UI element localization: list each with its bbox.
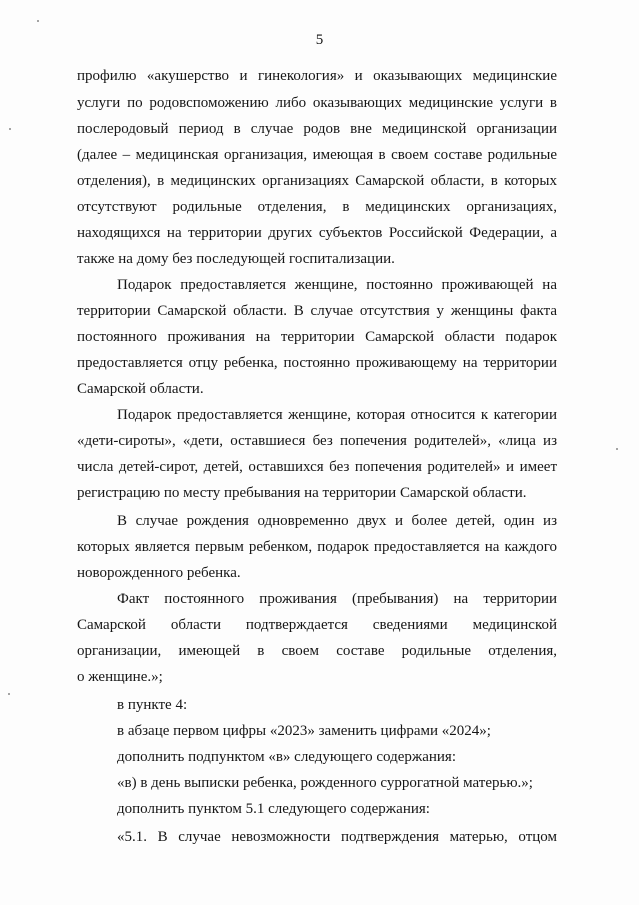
text-line: о женщине.»; — [77, 669, 163, 685]
page-number: 5 — [315, 32, 324, 48]
text-line: дополнить пунктом 5.1 следующего содержания: — [117, 801, 430, 817]
scan-speck — [616, 448, 618, 450]
text-line: числа детей-сирот, детей, оставшихся без попечения родителей» и имеет — [77, 459, 557, 475]
text-line: постоянного проживания на территории Самарской области подарок — [77, 329, 557, 345]
text-line: новорожденного ребенка. — [77, 565, 241, 581]
text-line: в пункте 4: — [117, 697, 188, 713]
text-line: организации, имеющей в своем составе родильные отделения, — [77, 643, 557, 659]
text-line: «5.1. В случае невозможности подтверждения матерью, отцом — [117, 829, 557, 845]
text-line: Подарок предоставляется женщине, постоянно проживающей на — [117, 277, 557, 293]
text-line: Самарской области подтверждается сведениями медицинской — [77, 617, 557, 633]
text-line: В случае рождения одновременно двух и более детей, один из — [117, 513, 557, 529]
scan-speck — [37, 20, 39, 22]
text-line: регистрацию по месту пребывания на территории Самарской области. — [77, 485, 527, 501]
text-line: «дети-сироты», «дети, оставшиеся без попечения родителей», «лица из — [77, 433, 557, 449]
scan-speck — [9, 128, 11, 130]
text-line: «в) в день выписки ребенка, рожденного суррогатной матерью.»; — [117, 775, 533, 791]
text-line: профилю «акушерство и гинекология» и оказывающих медицинские — [77, 68, 557, 84]
scan-speck — [8, 693, 10, 695]
text-line: находящихся на территории других субъектов Российской Федерации, а — [77, 225, 557, 241]
text-line: которых является первым ребенком, подарок предоставляется на каждого — [77, 539, 557, 555]
text-line: Факт постоянного проживания (пребывания) на территории — [117, 591, 557, 607]
text-line: отсутствуют родильные отделения, в медицинских организациях, — [77, 199, 557, 215]
text-line: отделения), в медицинских организациях Самарской области, в которых — [77, 173, 557, 189]
text-line: Самарской области. — [77, 381, 204, 397]
text-line: в абзаце первом цифры «2023» заменить цифрами «2024»; — [117, 723, 491, 739]
text-line: (далее – медицинская организация, имеющая в своем составе родильные — [77, 147, 557, 163]
text-line: послеродовый период в случае родов вне медицинской организации — [77, 121, 557, 137]
text-line: услуги по родовспоможению либо оказывающих медицинские услуги в — [77, 95, 557, 111]
text-line: Подарок предоставляется женщине, которая относится к категории — [117, 407, 557, 423]
text-line: территории Самарской области. В случае отсутствия у женщины факта — [77, 303, 557, 319]
text-line: также на дому без последующей госпитализации. — [77, 251, 395, 267]
text-line: дополнить подпунктом «в» следующего содержания: — [117, 749, 457, 765]
text-line: предоставляется отцу ребенка, постоянно проживающему на территории — [77, 355, 557, 371]
